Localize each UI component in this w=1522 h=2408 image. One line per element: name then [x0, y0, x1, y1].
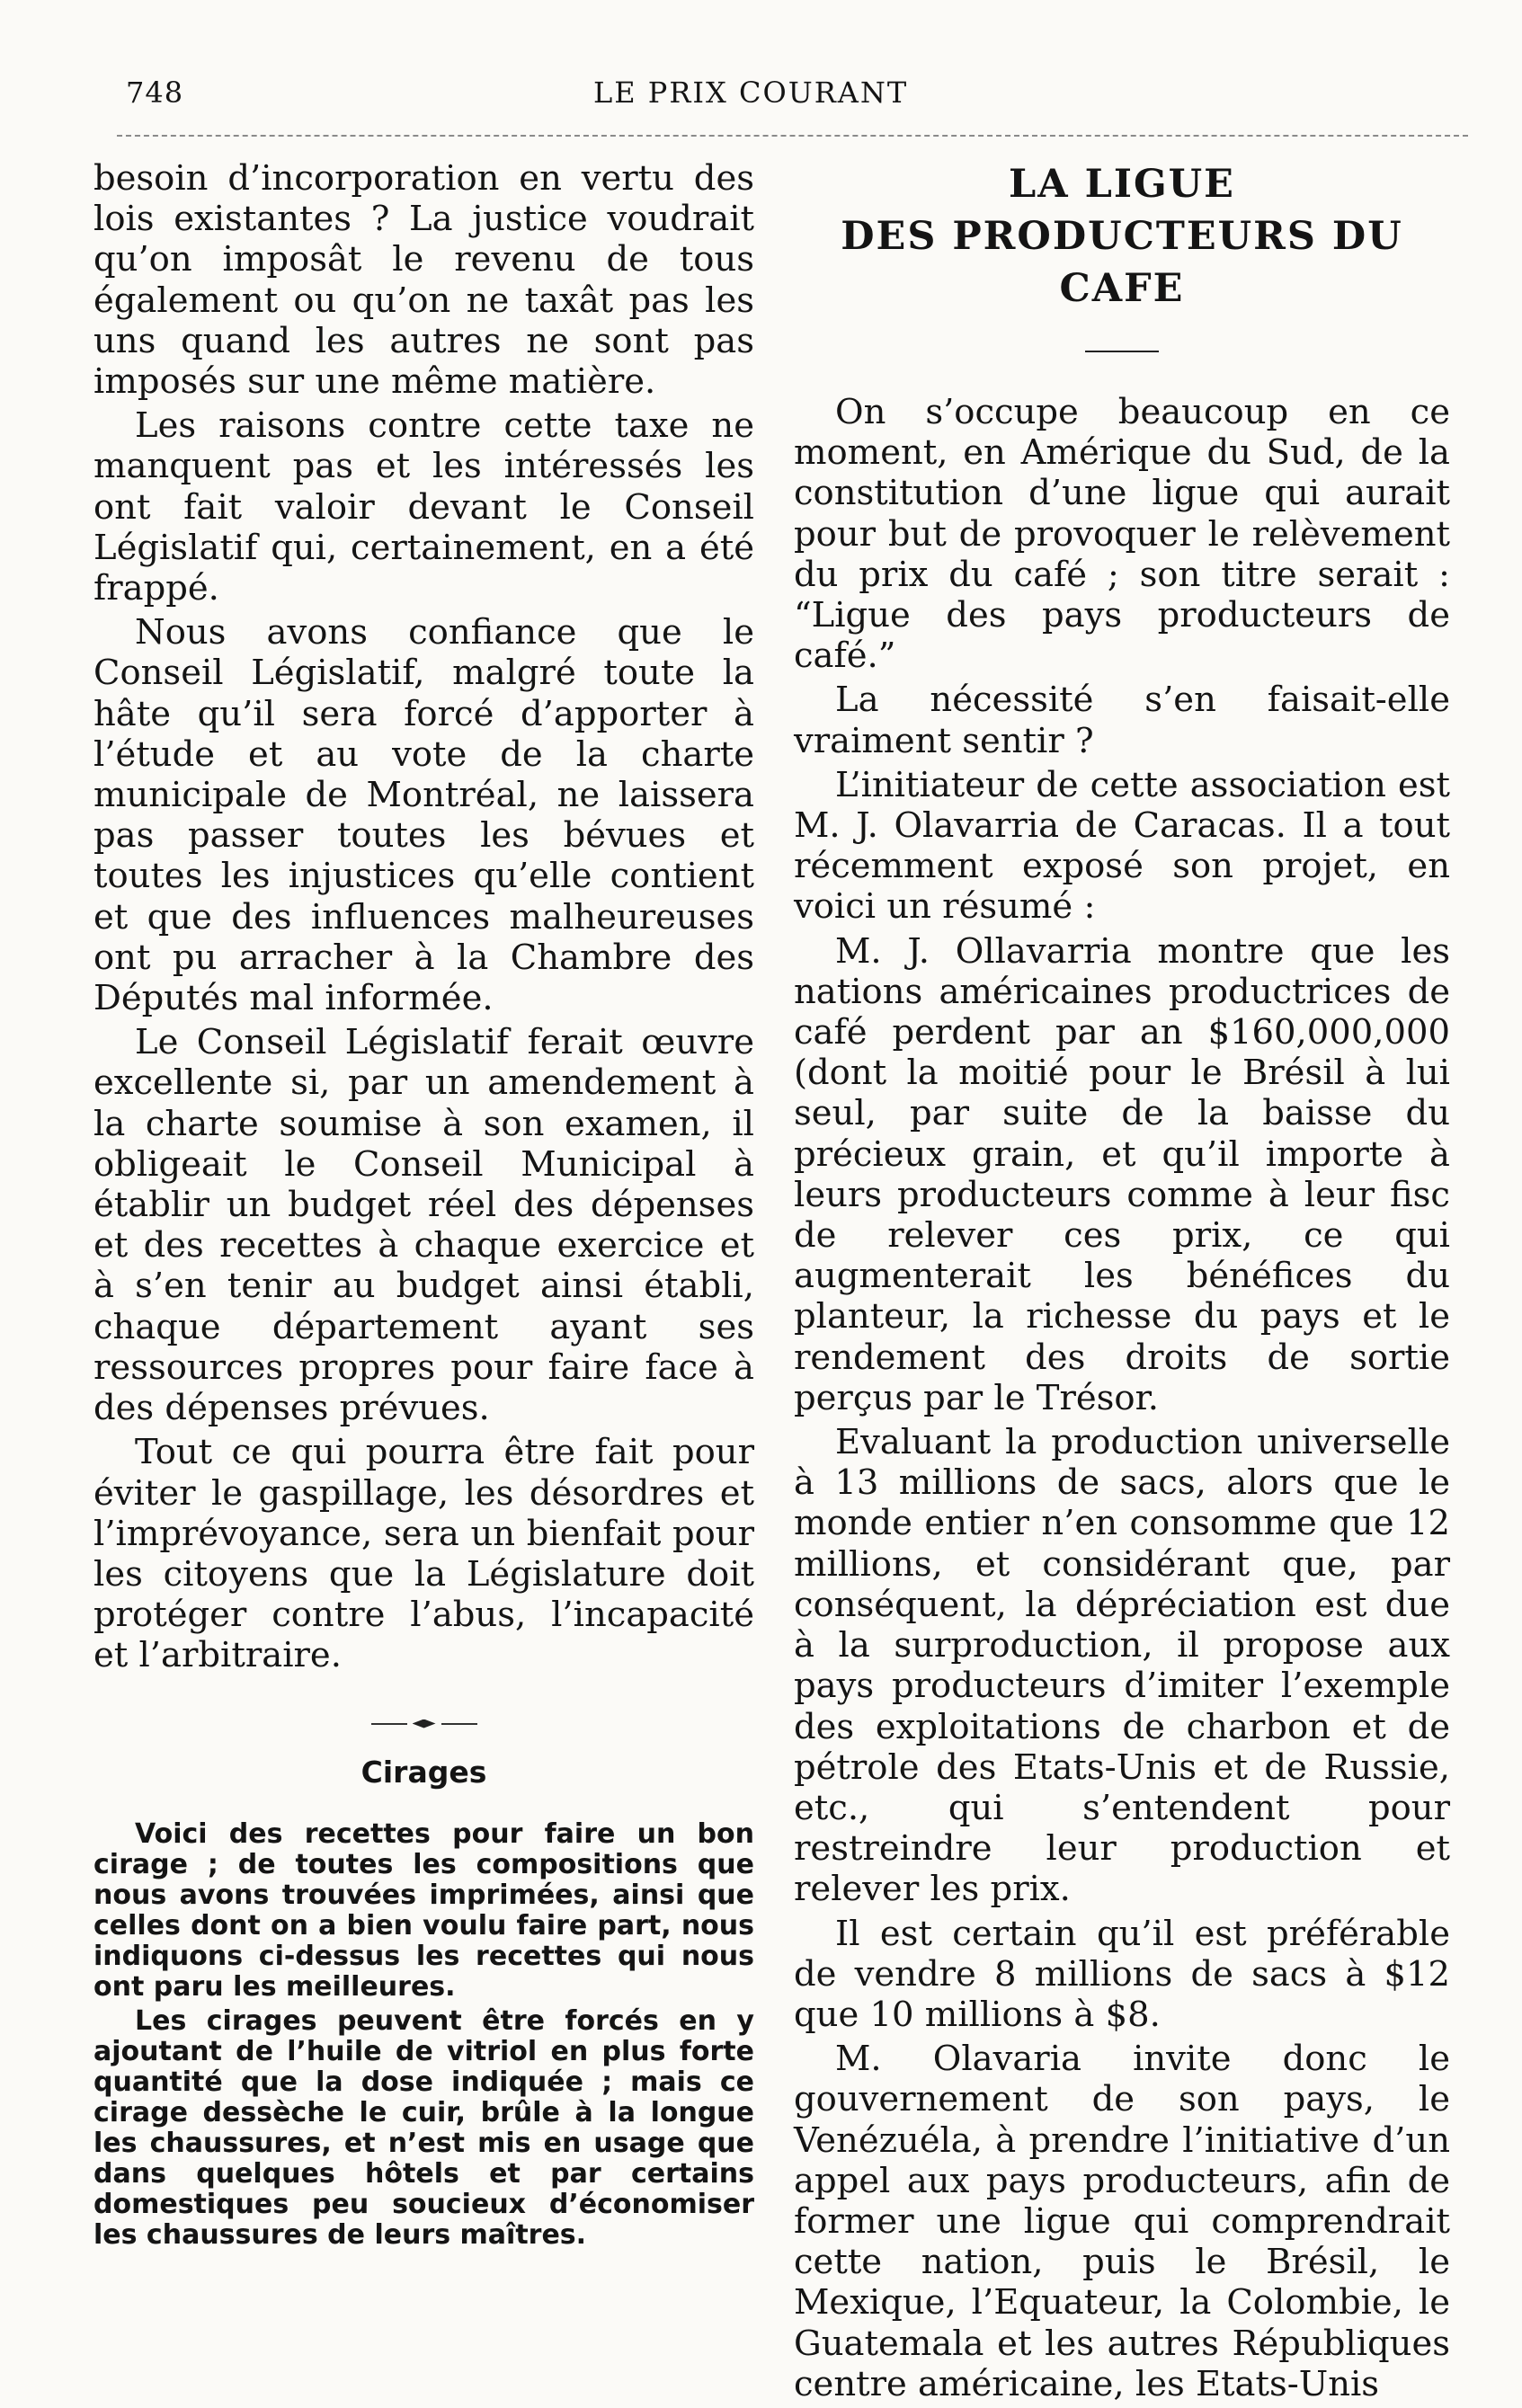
paragraph: Nous avons confiance que le Conseil Législatif, malgré toute la hâte qu’il sera forcé d’apporter à l’étude et au vote de la charte municipale de Montréal, ne laissera pas passer toutes les bévues et toutes les injustices qu’elle contient et que des influences malheureuses ont pu arracher à la Chambre des Députés mal informée.: [93, 612, 754, 1019]
paragraph: Les cirages peuvent être forcés en y ajoutant de l’huile de vitriol en plus forte quantité que la dose indiquée ; mais ce cirage dessèche le cuir, brûle à la longue les chaussures, et n’est mis en usage que dans quelques hôtels et par certains domestiques peu soucieux d’économiser les chaussures de leurs maîtres.: [93, 2004, 754, 2251]
cirages-heading: Cirages: [360, 1754, 487, 1790]
paragraph: Le Conseil Législatif ferait œuvre excellente si, par un amendement à la charte soumise à son examen, il obligeait le Conseil Municipal à établir un budget réel des dépenses et des recettes à chaque exercice et à s’en tenir au budget ainsi établi, chaque département ayant ses ressources propres pour faire face à des dépenses prévues.: [93, 1022, 754, 1429]
title-line-1: LA LIGUE: [1009, 162, 1235, 207]
right-column: [794, 158, 1450, 2408]
paragraph: Evaluant la production universelle à 13 millions de sacs, alors que le monde entier n’en consomme que 12 millions, et considérant que, par conséquent, la dépréciation est due à la surproduction, il propose aux pays producteurs d’imiter l’exemple des exploitations de charbon et de pétrole des Etats-Unis et de Russie, etc., qui s’entendent pour restreindre leur production et relever les prix.: [794, 1422, 1450, 1910]
paragraph: L’initiateur de cette association est M. J. Olavarria de Caracas. Il a tout récemment exposé son projet, en voici un résumé :: [794, 764, 1450, 928]
title-rule: [1085, 351, 1159, 352]
paragraph: La nécessité s’en faisait-elle vraiment sentir ?: [794, 680, 1450, 761]
left-column: [93, 158, 754, 2254]
header-rule: [117, 135, 1468, 137]
paragraph: Les raisons contre cette taxe ne manquent pas et les intéressés les ont fait valoir devant le Conseil Législatif qui, certainement, en a été frappé.: [93, 405, 754, 609]
paragraph: Il est certain qu’il est préférable de vendre 8 millions de sacs à $12 que 10 millions à $8.: [794, 1913, 1450, 2035]
paragraph: M. Olavaria invite donc le gouvernement de son pays, le Venézuéla, à prendre l’initiative d’un appel aux pays producteurs, afin de former une ligue qui comprendrait cette nation, puis le Brésil, le Mexique, l’Equateur, la Colombie, le Guatemala et les autres Républiques centre américaine, les Etats-Unis: [794, 2039, 1450, 2404]
article-title: [794, 158, 1450, 315]
cirages-article: [93, 1819, 754, 2251]
page-number: 748: [126, 76, 184, 110]
paragraph: M. J. Ollavarria montre que les nations américaines productrices de café perdent par an $160,000,000 (dont la moitié pour le Brésil à lui seul, par suite de la baisse du précieux grain, et qu’il importe à leurs producteurs comme à leur fisc de relever ces prix, ce qui augmenterait les bénéfices du planteur, la richesse du pays et le rendement des droits de sortie perçus par le Trésor.: [794, 930, 1450, 1418]
section-ornament: [93, 1719, 754, 1728]
paragraph: On s’occupe beaucoup en ce moment, en Amérique du Sud, de la constitution d’une ligue qui aurait pour but de provoquer le relèvement du prix du café ; son titre serait : “Ligue des pays producteurs de café.”: [794, 392, 1450, 677]
title-line-2: DES PRODUCTEURS DU CAFE: [841, 214, 1403, 311]
paragraph: Tout ce qui pourra être fait pour éviter le gaspillage, les désordres et l’imprévoyance, sera un bienfait pour les citoyens que la Législature doit protéger contre l’abus, l’incapacité et l’arbitraire.: [93, 1432, 754, 1676]
running-head: LE PRIX COURANT: [593, 76, 909, 110]
paragraph: Voici des recettes pour faire un bon cirage ; de toutes les compositions que nous avons trouvées imprimées, ainsi que celles dont on a bien voulu faire part, nous indiquons ci-dessus les recettes qui nous ont paru les meilleures.: [93, 1817, 754, 2003]
paragraph: besoin d’incorporation en vertu des lois existantes ? La justice voudrait qu’on imposât le revenu de tous également ou qu’on ne taxât pas les uns quand les autres ne sont pas imposés sur une même matière.: [93, 158, 754, 403]
